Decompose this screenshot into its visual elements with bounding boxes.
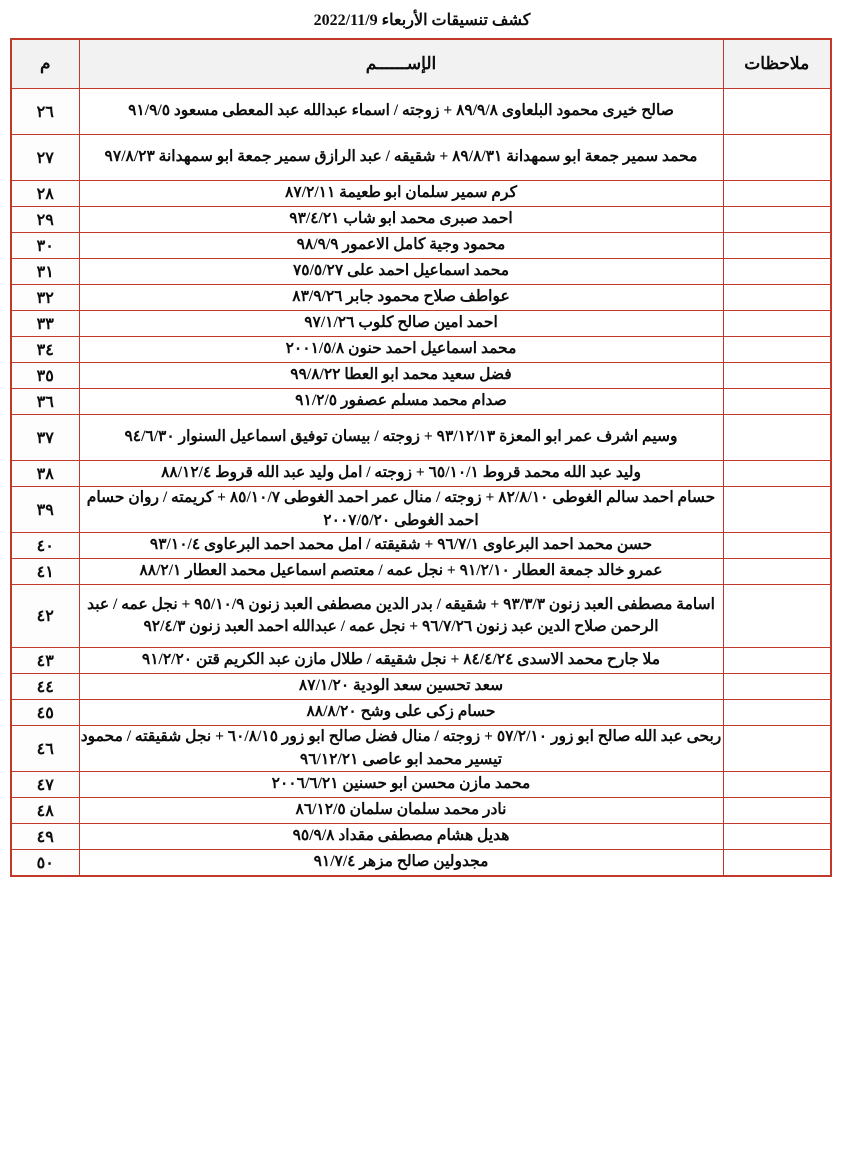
table-row [11,824,831,850]
cell-number: ٣٢ [11,285,79,311]
cell-name: نادر محمد سلمان سلمان ٨٦/١٢/٥ [79,798,723,824]
table-row [11,585,831,648]
cell-number: ٤٣ [11,648,79,674]
table-row [11,648,831,674]
table-row [11,259,831,285]
cell-notes [723,559,831,585]
cell-name: اسامة مصطفى العبد زنون ٩٣/٣/٣ + شقيقه / بدر الدين مصطفى العبد زنون ٩٥/١٠/٩ + نجل عمه / عبد الرحمن صلاح الدين عبد زنون ٩٦/٧/٢٦ + نجل عمه / عبدالله احمد العبد زنون ٩٢/٤/٣ [79,585,723,648]
table-row [11,850,831,877]
cell-name: حسن محمد احمد البرعاوى ٩٦/٧/١ + شقيقته / امل محمد احمد البرعاوى ٩٣/١٠/٤ [79,533,723,559]
cell-number: ٣٩ [11,487,79,533]
table-row [11,700,831,726]
cell-name: هديل هشام مصطفى مقداد ٩٥/٩/٨ [79,824,723,850]
table-row [11,337,831,363]
cell-name: مجدولين صالح مزهر ٩١/٧/٤ [79,850,723,877]
cell-notes [723,585,831,648]
table-row [11,181,831,207]
table-row [11,285,831,311]
table-row [11,389,831,415]
cell-notes [723,415,831,461]
table-row [11,487,831,533]
cell-name: محمود وجية كامل الاعمور ٩٨/٩/٩ [79,233,723,259]
cell-name: محمد اسماعيل احمد حنون ٢٠٠١/٥/٨ [79,337,723,363]
cell-name: احمد امين صالح كلوب ٩٧/١/٢٦ [79,311,723,337]
cell-number: ٣٣ [11,311,79,337]
cell-notes [723,259,831,285]
cell-notes [723,648,831,674]
table-container [0,38,844,877]
table-row [11,726,831,772]
cell-number: ٤٨ [11,798,79,824]
cell-name: صالح خيرى محمود البلعاوى ٨٩/٩/٨ + زوجته / اسماء عبدالله عبد المعطى مسعود ٩١/٩/٥ [79,89,723,135]
table-row [11,363,831,389]
table-row [11,559,831,585]
cell-name: احمد صبرى محمد ابو شاب ٩٣/٤/٢١ [79,207,723,233]
cell-notes [723,487,831,533]
cell-number: ٣٤ [11,337,79,363]
table-header-row [11,39,831,89]
cell-notes [723,135,831,181]
cell-name: فضل سعيد محمد ابو العطا ٩٩/٨/٢٢ [79,363,723,389]
cell-number: ٣٨ [11,461,79,487]
cell-notes [723,285,831,311]
cell-notes [723,798,831,824]
cell-name: محمد اسماعيل احمد على ٧٥/٥/٢٧ [79,259,723,285]
table-row [11,533,831,559]
cell-notes [723,311,831,337]
cell-number: ٤٤ [11,674,79,700]
column-header-notes: ملاحظات [723,39,831,89]
cell-number: ٥٠ [11,850,79,877]
cell-name: وليد عبد الله محمد قروط ٦٥/١٠/١ + زوجته / امل وليد عبد الله قروط ٨٨/١٢/٤ [79,461,723,487]
cell-number: ٤٧ [11,772,79,798]
cell-number: ٣٧ [11,415,79,461]
cell-number: ٤٦ [11,726,79,772]
cell-name: صدام محمد مسلم عصفور ٩١/٢/٥ [79,389,723,415]
cell-name: عواطف صلاح محمود جابر ٨٣/٩/٢٦ [79,285,723,311]
cell-number: ٤١ [11,559,79,585]
table-row [11,311,831,337]
cell-number: ٣٥ [11,363,79,389]
cell-number: ٣٠ [11,233,79,259]
cell-notes [723,824,831,850]
table-row [11,798,831,824]
cell-name: محمد مازن محسن ابو حسنين ٢٠٠٦/٦/٢١ [79,772,723,798]
cell-notes [723,700,831,726]
cell-number: ٢٩ [11,207,79,233]
cell-number: ٢٦ [11,89,79,135]
cell-notes [723,363,831,389]
table-row [11,461,831,487]
cell-notes [723,850,831,877]
cell-notes [723,337,831,363]
coordination-table [10,38,832,877]
cell-name: عمرو خالد جمعة العطار ٩١/٢/١٠ + نجل عمه / معتصم اسماعيل محمد العطار ٨٨/٢/١ [79,559,723,585]
table-row [11,415,831,461]
page-title: كشف تنسيقات الأربعاء 2022/11/9 [313,12,531,29]
cell-notes [723,207,831,233]
table-row [11,772,831,798]
cell-number: ٤٠ [11,533,79,559]
cell-number: ٢٨ [11,181,79,207]
table-body [11,89,831,877]
cell-name: حسام زكى على وشح ٨٨/٨/٢٠ [79,700,723,726]
cell-name: سعد تحسين سعد الودية ٨٧/١/٢٠ [79,674,723,700]
cell-notes [723,533,831,559]
cell-number: ٢٧ [11,135,79,181]
table-row [11,207,831,233]
table-row [11,135,831,181]
cell-number: ٤٥ [11,700,79,726]
cell-number: ٣٦ [11,389,79,415]
cell-notes [723,389,831,415]
cell-notes [723,674,831,700]
column-header-name: الإســــــم [79,39,723,89]
cell-number: ٣١ [11,259,79,285]
cell-name: ربحى عبد الله صالح ابو زور ٥٧/٢/١٠ + زوجته / منال فضل صالح ابو زور ٦٠/٨/١٥ + نجل شقيقته / محمود تيسير محمد ابو عاصى ٩٦/١٢/٢١ [79,726,723,772]
cell-notes [723,726,831,772]
cell-notes [723,89,831,135]
table-row [11,674,831,700]
cell-name: وسيم اشرف عمر ابو المعزة ٩٣/١٢/١٣ + زوجته / بيسان توفيق اسماعيل السنوار ٩٤/٦/٣٠ [79,415,723,461]
cell-number: ٤٢ [11,585,79,648]
table-row [11,89,831,135]
cell-name: كرم سمير سلمان ابو طعيمة ٨٧/٢/١١ [79,181,723,207]
cell-notes [723,772,831,798]
cell-notes [723,233,831,259]
column-header-number: م [11,39,79,89]
cell-notes [723,461,831,487]
cell-name: حسام احمد سالم الغوطى ٨٢/٨/١٠ + زوجته / منال عمر احمد الغوطى ٨٥/١٠/٧ + كريمته / روان حسام احمد الغوطى ٢٠٠٧/٥/٢٠ [79,487,723,533]
table-row [11,233,831,259]
table-header [11,39,831,89]
cell-notes [723,181,831,207]
cell-name: ملا جارح محمد الاسدى ٨٤/٤/٢٤ + نجل شقيقه / طلال مازن عبد الكريم قتن ٩١/٢/٢٠ [79,648,723,674]
cell-number: ٤٩ [11,824,79,850]
cell-name: محمد سمير جمعة ابو سمهدانة ٨٩/٨/٣١ + شقيقه / عبد الرازق سمير جمعة ابو سمهدانة ٩٧/٨/٢٣ [79,135,723,181]
